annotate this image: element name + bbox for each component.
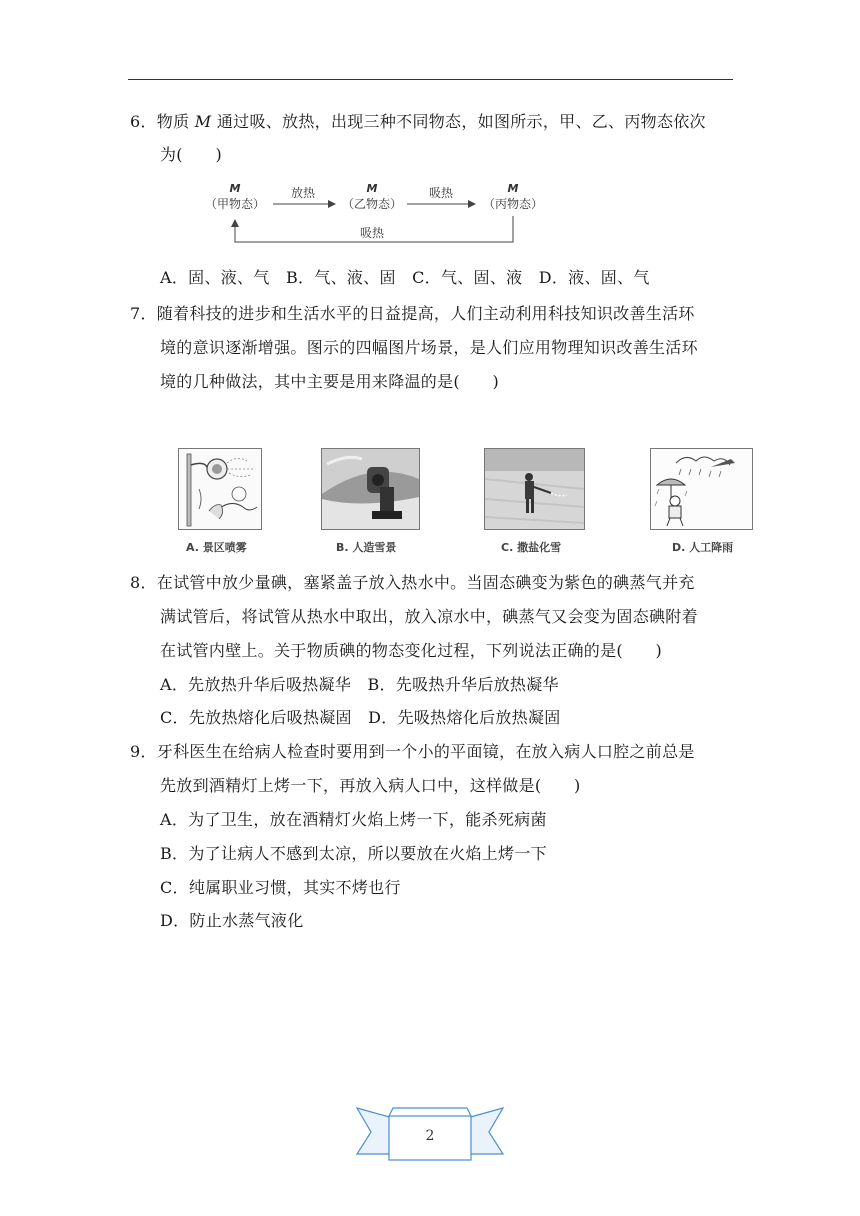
q9-line-1 <box>130 742 695 762</box>
picture-d-caption: D. 人工降雨 <box>672 541 734 554</box>
q6-text-part: 物质 <box>156 112 195 131</box>
picture-c-caption: C. 撒盐化雪 <box>501 541 562 554</box>
picture-c-image <box>484 448 585 530</box>
q7-number: 7． <box>130 304 157 323</box>
q7-line-2: 境的意识逐渐增强。图示的四幅图片场景，是人们应用物理知识改善生活环 <box>160 338 698 357</box>
state-change-diagram <box>195 180 555 250</box>
arrow2-label: 吸热 <box>428 186 454 200</box>
picture-a-caption: A. 景区喷雾 <box>186 541 247 554</box>
q6-line-1 <box>130 112 706 132</box>
q8-line-2: 满试管后，将试管从热水中取出，放入凉水中，碘蒸气又会变为固态碘附着 <box>160 607 698 626</box>
state2-symbol: M <box>366 182 378 195</box>
picture-a-image <box>178 448 262 530</box>
state2-label: （乙物态） <box>341 197 403 211</box>
picture-b <box>321 448 420 554</box>
state1-label: （甲物态） <box>204 197 266 211</box>
q9-number: 9． <box>130 742 157 761</box>
state3-symbol: M <box>507 182 519 195</box>
header-rule <box>128 79 733 80</box>
q9-line-2: 先放到酒精灯上烤一下，再放入病人口中，这样做是( ) <box>160 776 581 795</box>
q8-text-part: 在试管中放少量碘，塞紧盖子放入热水中。当固态碘变为紫色的碘蒸气并充 <box>156 573 695 592</box>
page-number: 2 <box>425 1128 435 1144</box>
picture-d-image <box>650 448 753 530</box>
state3-label: （丙物态） <box>482 197 544 211</box>
q8-line-1 <box>130 573 695 593</box>
picture-d <box>650 448 753 554</box>
return-arrow-label: 吸热 <box>359 226 385 240</box>
picture-b-image <box>321 448 420 530</box>
q9-text-part: 牙科医生在给病人检查时要用到一个小的平面镜，在放入病人口腔之前总是 <box>156 742 695 761</box>
q6-text-part: 通过吸、放热，出现三种不同物态，如图所示，甲、乙、丙物态依次 <box>211 112 706 131</box>
q6-options: A．固、液、气 B．气、液、固 C．气、固、液 D．液、固、气 <box>160 268 650 287</box>
q9-option-d: D．防止水蒸气液化 <box>160 911 304 930</box>
arrow1-label: 放热 <box>290 186 316 200</box>
q8-line-3: 在试管内壁上。关于物质碘的物态变化过程，下列说法正确的是( ) <box>160 641 663 660</box>
q6-number: 6． <box>130 112 157 131</box>
q6-line-2: 为( ) <box>160 145 222 164</box>
q9-option-c: C．纯属职业习惯，其实不烤也行 <box>160 878 401 897</box>
q7-text-part: 随着科技的进步和生活水平的日益提高，人们主动利用科技知识改善生活环 <box>156 304 695 323</box>
q9-option-b: B．为了让病人不感到太凉，所以要放在火焰上烤一下 <box>160 844 547 863</box>
q7-line-1 <box>130 304 695 324</box>
q7-line-3: 境的几种做法，其中主要是用来降温的是( ) <box>160 372 500 391</box>
q9-option-a: A．为了卫生，放在酒精灯火焰上烤一下，能杀死病菌 <box>160 810 547 829</box>
picture-c <box>484 448 585 554</box>
q8-options-row-1: A．先放热升华后吸热凝华 B．先吸热升华后放热凝华 <box>160 675 559 694</box>
q8-number: 8． <box>130 573 157 592</box>
variable-m: M <box>194 112 212 131</box>
q8-options-row-2: C．先放热熔化后吸热凝固 D．先吸热熔化后放热凝固 <box>160 708 561 727</box>
picture-b-caption: B. 人造雪景 <box>336 541 397 554</box>
picture-a <box>178 448 262 554</box>
state1-symbol: M <box>229 182 241 195</box>
